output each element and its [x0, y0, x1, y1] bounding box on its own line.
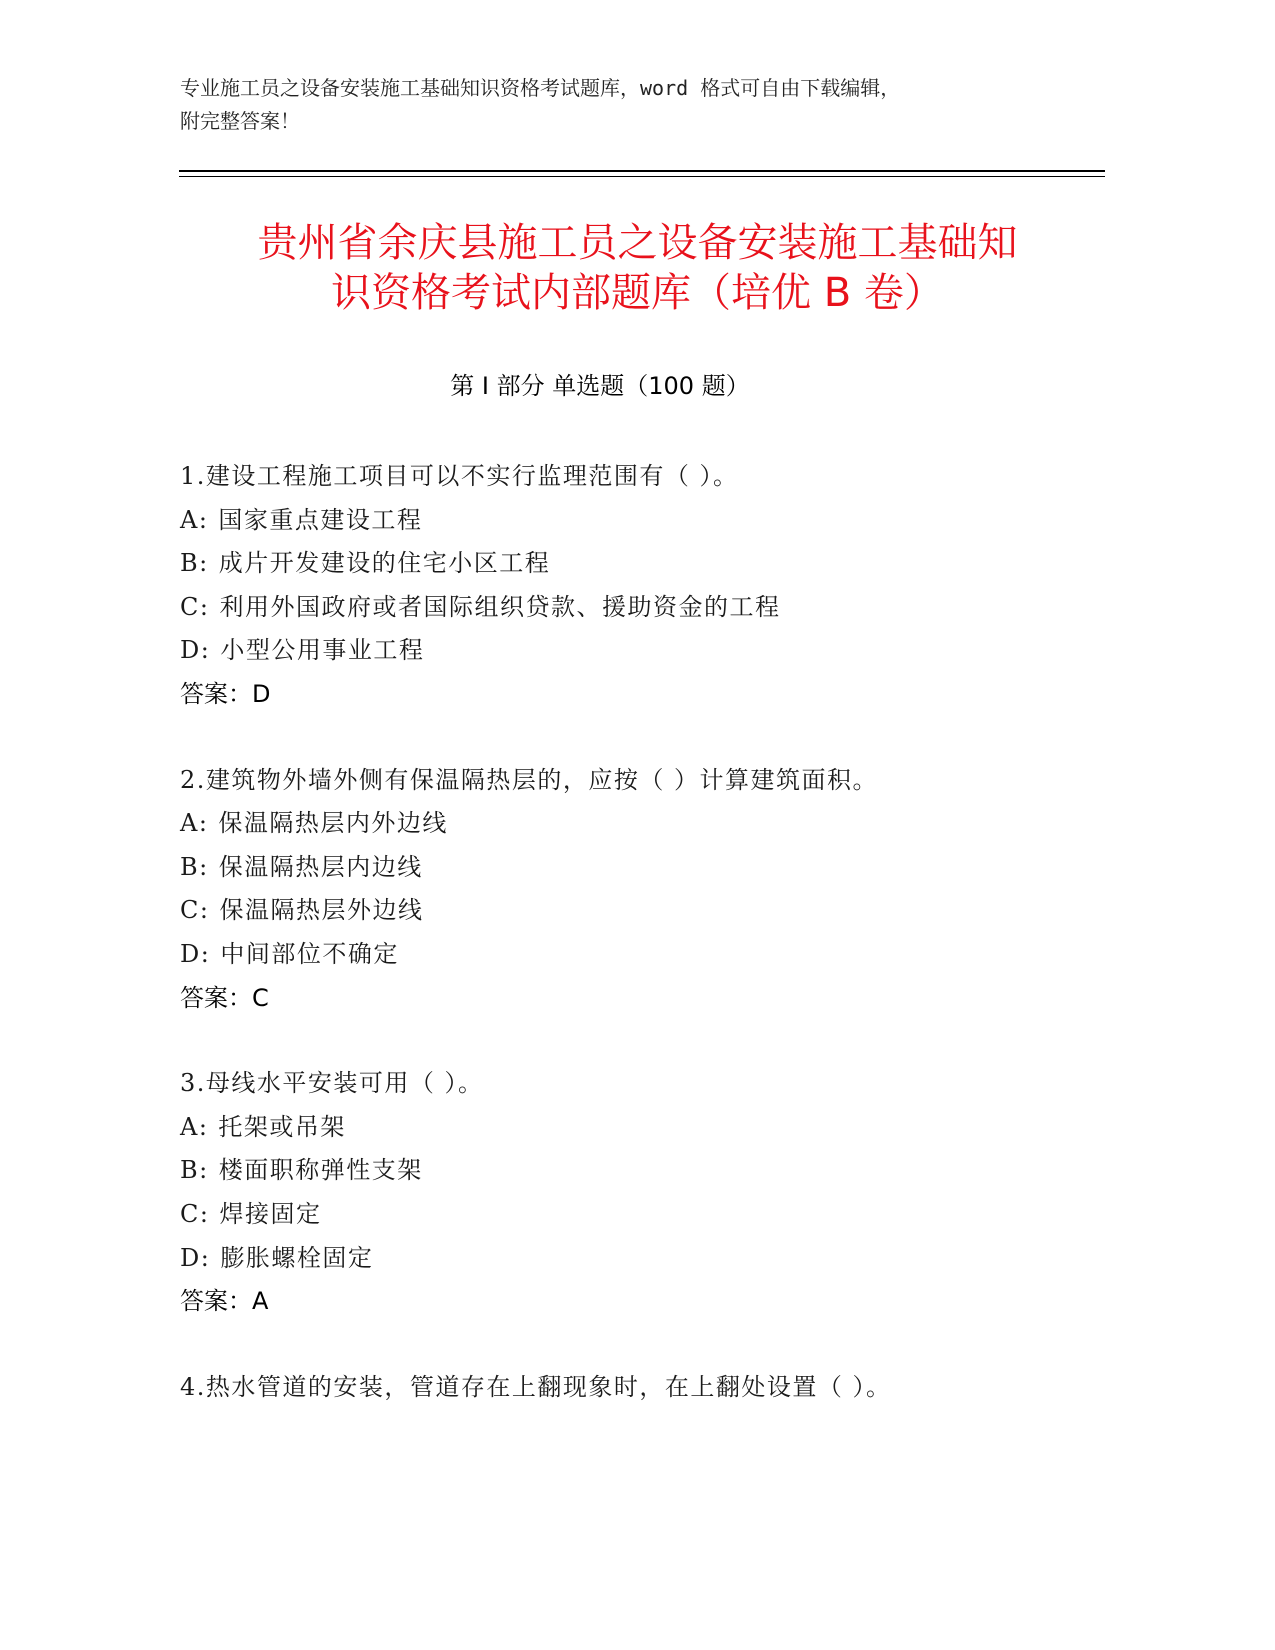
option-a	[180, 499, 1080, 543]
option-label: B:	[180, 549, 209, 578]
option-text: 国家重点建设工程	[218, 505, 423, 534]
option-label: B:	[180, 1156, 209, 1185]
option-label: C:	[180, 1199, 210, 1228]
option-label: C:	[180, 592, 210, 621]
answer-line: 答案：C	[180, 983, 269, 1012]
option-c	[180, 889, 1080, 933]
option-label: C:	[180, 896, 210, 925]
option-d	[180, 629, 1080, 673]
option-text: 托架或吊架	[218, 1112, 346, 1141]
answer-line: 答案：D	[180, 679, 271, 708]
header-note	[180, 72, 1040, 138]
option-c	[180, 1193, 1080, 1237]
option-b	[180, 542, 1080, 586]
option-d	[180, 933, 1080, 977]
option-text: 中间部位不确定	[220, 939, 399, 968]
document-title-line: 贵州省余庆县施工员之设备安装施工基础知	[257, 220, 1018, 266]
option-label: D:	[180, 1243, 211, 1272]
option-label: A:	[180, 505, 209, 534]
option-label: B:	[180, 852, 209, 881]
question-list	[180, 455, 1080, 1451]
document-title-line: 识资格考试内部题库（培优 B 卷）	[331, 270, 944, 316]
option-d	[180, 1237, 1080, 1281]
option-text: 焊接固定	[219, 1199, 322, 1228]
option-label: D:	[180, 636, 211, 665]
option-text: 楼面职称弹性支架	[218, 1156, 423, 1185]
option-a	[180, 1106, 1080, 1150]
option-text: 保温隔热层外边线	[219, 896, 424, 925]
question-item	[180, 455, 1080, 717]
question-stem: 4.热水管道的安装，管道存在上翻现象时，在上翻处设置（ ）。	[180, 1372, 892, 1401]
document-title	[150, 218, 1125, 318]
option-text: 保温隔热层内外边线	[218, 809, 448, 838]
header-note-line: 专业施工员之设备安装施工基础知识资格考试题库，word 格式可自由下载编辑，	[180, 76, 901, 100]
option-text: 小型公用事业工程	[220, 636, 425, 665]
question-item	[180, 1062, 1080, 1324]
section-title: 第 I 部分 单选题（100 题）	[450, 372, 750, 400]
question-item	[180, 759, 1080, 1021]
option-label: D:	[180, 939, 211, 968]
option-text: 利用外国政府或者国际组织贷款、援助资金的工程	[219, 592, 781, 621]
question-stem: 1.建设工程施工项目可以不实行监理范围有（ ）。	[180, 462, 739, 490]
option-text: 保温隔热层内边线	[218, 852, 423, 881]
option-b	[180, 846, 1080, 890]
question-item	[180, 1366, 1080, 1410]
header-divider-thin	[179, 176, 1105, 177]
option-text: 膨胀螺栓固定	[220, 1243, 374, 1272]
header-note-line: 附完整答案！	[180, 109, 300, 133]
answer-line: 答案：A	[180, 1287, 269, 1316]
option-label: A:	[180, 809, 209, 838]
option-label: A:	[180, 1112, 209, 1141]
option-text: 成片开发建设的住宅小区工程	[218, 549, 551, 578]
option-a	[180, 802, 1080, 846]
question-stem: 3.母线水平安装可用（ ）。	[180, 1069, 484, 1098]
question-stem: 2.建筑物外墙外侧有保温隔热层的，应按（ ）计算建筑面积。	[180, 765, 879, 794]
option-c	[180, 586, 1080, 630]
option-b	[180, 1149, 1080, 1193]
header-divider-thick	[179, 170, 1105, 172]
